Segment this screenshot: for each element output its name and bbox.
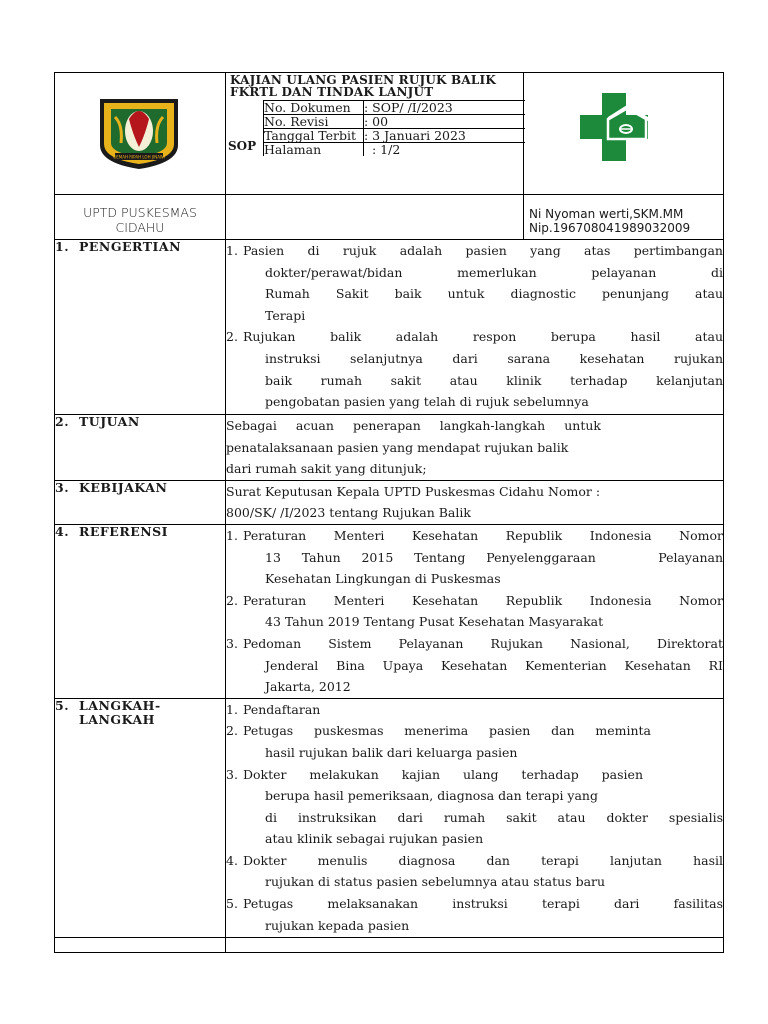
text-line: 800/SK/ /I/2023 tentang Rujukan Balik xyxy=(226,505,471,521)
section-content xyxy=(226,480,724,524)
list-item: 5. Petugas melaksanakan instruksi terapi dari fasilitas rujukan kepada pasien xyxy=(226,896,723,933)
section-label: 3. KEBIJAKAN xyxy=(55,480,226,524)
sop-label: SOP xyxy=(228,139,257,153)
sop-content-table xyxy=(54,239,724,953)
list-item: 4. Dokter menulis diagnosa dan terapi lanjutan hasil rujukan di status pasien sebelumnya atau status baru xyxy=(226,852,723,890)
meta-row-revisi xyxy=(264,115,525,129)
sop-title-line2: FKRTL DAN TINDAK LANJUT xyxy=(230,84,434,99)
sop-title xyxy=(226,73,523,100)
signer-name: Ni Nyoman werti,SKM.MM xyxy=(529,207,684,221)
meta-label: No. Revisi xyxy=(264,115,364,129)
meta-value: : 1/2 xyxy=(364,143,525,157)
left-logo-cell xyxy=(55,73,226,195)
text-line: Surat Keputusan Kepala UPTD Puskesmas Cidahu Nomor : xyxy=(226,483,601,499)
section-langkah xyxy=(55,698,724,937)
section-tujuan xyxy=(55,415,724,481)
blank-cell xyxy=(226,195,524,240)
section-content xyxy=(226,415,724,481)
sop-info-cell xyxy=(226,73,524,195)
empty-row xyxy=(55,937,724,952)
section-label: 5. LANGKAH- LANGKAH xyxy=(55,698,226,937)
org-name-line1: UPTD PUSKESMAS xyxy=(83,205,197,220)
org-name-line2: CIDAHU xyxy=(115,220,165,235)
meta-label: Halaman xyxy=(264,143,364,157)
list-item: 1. Pasien di rujuk adalah pasien yang atas pertimbangan dokter/perawat/bidan memerlukan pelayanan di Rumah Sakit baik untuk diagnostic penunjang atau Terapi xyxy=(226,243,723,323)
meta-value: : 3 Januari 2023 xyxy=(364,129,525,143)
section-referensi xyxy=(55,524,724,698)
empty-cell xyxy=(226,937,724,952)
right-logo-cell xyxy=(524,73,724,195)
meta-row-halaman xyxy=(264,143,525,157)
sop-meta-table xyxy=(263,100,525,156)
sop-document xyxy=(54,72,723,953)
list-item: 3. Dokter melakukan kajian ulang terhadap pasien berupa hasil pemeriksaan, diagnosa dan terapi yang di instruksikan dari rumah sakit atau dokter spesialis atau klinik sebagai rujukan pasien xyxy=(226,766,723,847)
section-content xyxy=(226,240,724,415)
regency-emblem-logo xyxy=(55,73,226,190)
signer-cell xyxy=(524,195,724,240)
list-item: 3. Pedoman Sistem Pelayanan Rujukan Nasional, Direktorat Jenderal Bina Upaya Kesehatan Kementerian Kesehatan RI Jakarta, 2012 xyxy=(226,635,723,695)
meta-value: : 00 xyxy=(364,115,525,129)
meta-row-tanggal xyxy=(264,129,525,143)
section-pengertian xyxy=(55,240,724,415)
section-label: 1. PENGERTIAN xyxy=(55,240,226,415)
meta-row-dokumen xyxy=(264,101,525,115)
org-cell xyxy=(55,195,226,240)
section-label: 4. REFERENSI xyxy=(55,524,226,698)
sop-title-line1: KAJIAN ULANG PASIEN RUJUK BALIK xyxy=(230,73,496,87)
sop-header-table xyxy=(54,72,724,240)
text-line: penatalaksanaan pasien yang mendapat rujukan balik xyxy=(226,439,569,455)
list-item: 2. Rujukan balik adalah respon berupa hasil atau instruksi selanjutnya dari sarana kesehatan rujukan baik rumah sakit atau klinik terhadap kelanjutan pengobatan pasien yang telah di rujuk sebelumnya xyxy=(226,329,723,410)
meta-label: No. Dokumen xyxy=(264,101,364,115)
section-kebijakan xyxy=(55,480,724,524)
section-label: 2. TUJUAN xyxy=(55,415,226,481)
empty-cell xyxy=(55,937,226,952)
text-line: dari rumah sakit yang ditunjuk; xyxy=(226,461,427,477)
list-item: 1. Pendaftaran xyxy=(226,701,321,717)
meta-label: Tanggal Terbit xyxy=(264,129,364,143)
list-item: 1. Peraturan Menteri Kesehatan Republik Indonesia Nomor 13 Tahun 2015 Tentang Penyelenggaraan Pelayanan Kesehatan Lingkungan di Puskesmas xyxy=(226,527,723,587)
signer-nip: Nip.196708041989032009 xyxy=(529,221,691,235)
section-content xyxy=(226,698,724,937)
list-item: 2. Peraturan Menteri Kesehatan Republik Indonesia Nomor 43 Tahun 2019 Tentang Pusat Kesehatan Masyarakat xyxy=(226,592,723,630)
section-content xyxy=(226,524,724,698)
list-item: 2. Petugas puskesmas menerima pasien dan meminta hasil rujukan balik dari keluarga pasien xyxy=(226,723,651,760)
puskesmas-logo xyxy=(524,73,724,190)
meta-value: : SOP/ /I/2023 xyxy=(364,101,525,115)
text-line: Sebagai acuan penerapan langkah-langkah untuk xyxy=(226,418,601,433)
left-logo-motto: GEMAH RIPAH LOH JINAWI xyxy=(113,154,165,160)
